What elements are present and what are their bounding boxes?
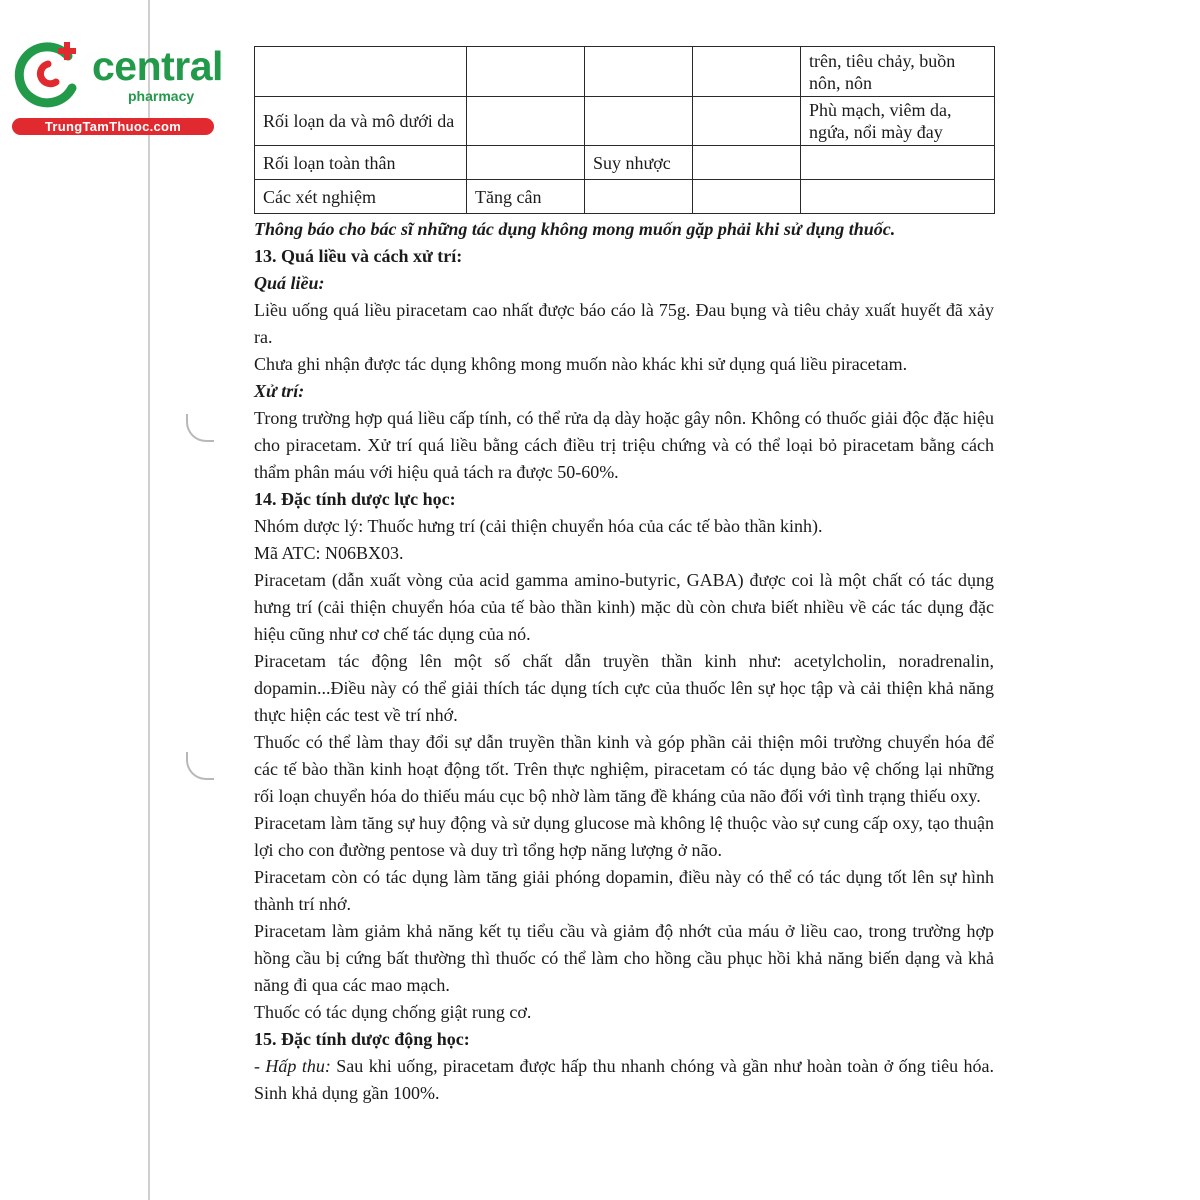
table-row xyxy=(255,146,995,180)
pharmacodynamics-paragraph: Piracetam làm giảm khả năng kết tụ tiểu cầu và giảm độ nhớt của máu ở liều cao, trong trường hợp hồng cầu bị cứng bất thường thì thuốc có thể làm cho hồng cầu phục hồi khả năng biến dạng và khả năng đi qua các mao mạch. xyxy=(254,921,994,995)
pharmacodynamics-paragraph: Piracetam còn có tác dụng làm tăng giải phóng dopamin, điều này có thể có tác dụng tốt lên sự hình thành trí nhớ. xyxy=(254,867,994,914)
table-cell xyxy=(467,97,585,146)
logo-subtitle: pharmacy xyxy=(128,88,195,104)
table-cell xyxy=(693,180,801,214)
table-cell xyxy=(585,47,693,97)
pharmacodynamics-paragraph: Thuốc có tác dụng chống giật rung cơ. xyxy=(254,1002,532,1022)
table-cell xyxy=(467,47,585,97)
overdose-paragraph: Liều uống quá liều piracetam cao nhất được báo cáo là 75g. Đau bụng và tiêu chảy xuất huyết đã xảy ra. xyxy=(254,300,994,347)
pharmacodynamics-paragraph: Thuốc có thể làm thay đổi sự dẫn truyền thần kinh và góp phần cải thiện môi trường chuyển hóa để các tế bào thần kinh hoạt động tốt. Trên thực nghiệm, piracetam có tác dụng bảo vệ chống lại những rối loạn chuyển hóa do thiếu máu cục bộ nhờ làm tăng đề kháng của não đối với tình trạng thiếu oxy. xyxy=(254,732,994,806)
logo-banner: TrungTamThuoc.com xyxy=(12,118,214,135)
table-row xyxy=(255,180,995,214)
stamp-mark xyxy=(1032,378,1062,518)
table-row xyxy=(255,97,995,146)
table-cell xyxy=(693,47,801,97)
logo[interactable] xyxy=(8,36,223,136)
pharmacodynamics-paragraph: Piracetam tác động lên một số chất dẫn truyền thần kinh như: acetylcholin, noradrenalin, dopamin...Điều này có thể giải thích tác dụng tích cực của thuốc lên sự học tập và cải thiện khả năng thực hiện các test về trí nhớ. xyxy=(254,651,994,725)
table-cell xyxy=(693,146,801,180)
table-cell xyxy=(467,146,585,180)
table-cell: Suy nhược xyxy=(585,146,693,180)
table-cell xyxy=(255,47,467,97)
treatment-paragraph: Trong trường hợp quá liều cấp tính, có thể rửa dạ dày hoặc gây nôn. Không có thuốc giải độc đặc hiệu cho piracetam. Xử trí quá liều bằng cách điều trị triệu chứng và có thể loại bỏ piracetam bằng cách thẩm phân máu với hiệu quả tách ra được 50-60%. xyxy=(254,408,994,482)
adverse-effects-table xyxy=(254,46,995,214)
overdose-paragraph: Chưa ghi nhận được tác dụng không mong muốn nào khác khi sử dụng quá liều piracetam. xyxy=(254,354,908,374)
table-cell: Rối loạn da và mô dưới da xyxy=(255,97,467,146)
pharmacodynamics-paragraph: Mã ATC: N06BX03. xyxy=(254,543,404,563)
table-cell xyxy=(585,180,693,214)
punch-hole-mark xyxy=(186,414,214,442)
section-15-title: 15. Đặc tính dược động học: xyxy=(254,1029,470,1049)
document-body xyxy=(254,46,994,1107)
pharmacodynamics-paragraph: Piracetam làm tăng sự huy động và sử dụng glucose mà không lệ thuộc vào sự cung cấp oxy, tạo thuận lợi cho con đường pentose và duy trì tổng hợp năng lượng ở não. xyxy=(254,813,994,860)
absorption-text: Sau khi uống, piracetam được hấp thu nhanh chóng và gần như hoàn toàn ở ống tiêu hóa. Sinh khả dụng gần 100%. xyxy=(254,1056,994,1103)
table-cell: Tăng cân xyxy=(467,180,585,214)
table-cell: Các xét nghiệm xyxy=(255,180,467,214)
punch-hole-mark xyxy=(186,752,214,780)
table-cell: Phù mạch, viêm da, ngứa, nổi mày đay xyxy=(801,97,995,146)
pharmacodynamics-paragraph: Piracetam (dẫn xuất vòng của acid gamma amino-butyric, GABA) được coi là một chất có tác dụng hưng trí (cải thiện chuyển hóa của tế bào thần kinh) mặc dù còn chưa biết nhiều về các tác dụng đặc hiệu cũng như cơ chế tác dụng của nó. xyxy=(254,570,994,644)
table-row xyxy=(255,47,995,97)
page-edge xyxy=(148,0,150,1200)
table-cell: trên, tiêu chảy, buồn nôn, nôn xyxy=(801,47,995,97)
overdose-label: Quá liều: xyxy=(254,273,325,293)
section-14-title: 14. Đặc tính dược lực học: xyxy=(254,489,456,509)
table-cell xyxy=(801,146,995,180)
table-cell: Rối loạn toàn thân xyxy=(255,146,467,180)
section-13-title: 13. Quá liều và cách xử trí: xyxy=(254,246,463,266)
absorption-label: - Hấp thu: xyxy=(254,1056,331,1076)
treatment-label: Xử trí: xyxy=(254,381,305,401)
absorption-paragraph xyxy=(254,1053,994,1107)
table-cell xyxy=(801,180,995,214)
central-pharmacy-logo-icon xyxy=(12,38,84,110)
table-cell xyxy=(693,97,801,146)
logo-name: central xyxy=(92,43,223,89)
pharmacodynamics-paragraph: Nhóm dược lý: Thuốc hưng trí (cải thiện chuyển hóa của các tế bào thần kinh). xyxy=(254,516,823,536)
table-cell xyxy=(585,97,693,146)
report-notice: Thông báo cho bác sĩ những tác dụng không mong muốn gặp phải khi sử dụng thuốc. xyxy=(254,219,896,239)
